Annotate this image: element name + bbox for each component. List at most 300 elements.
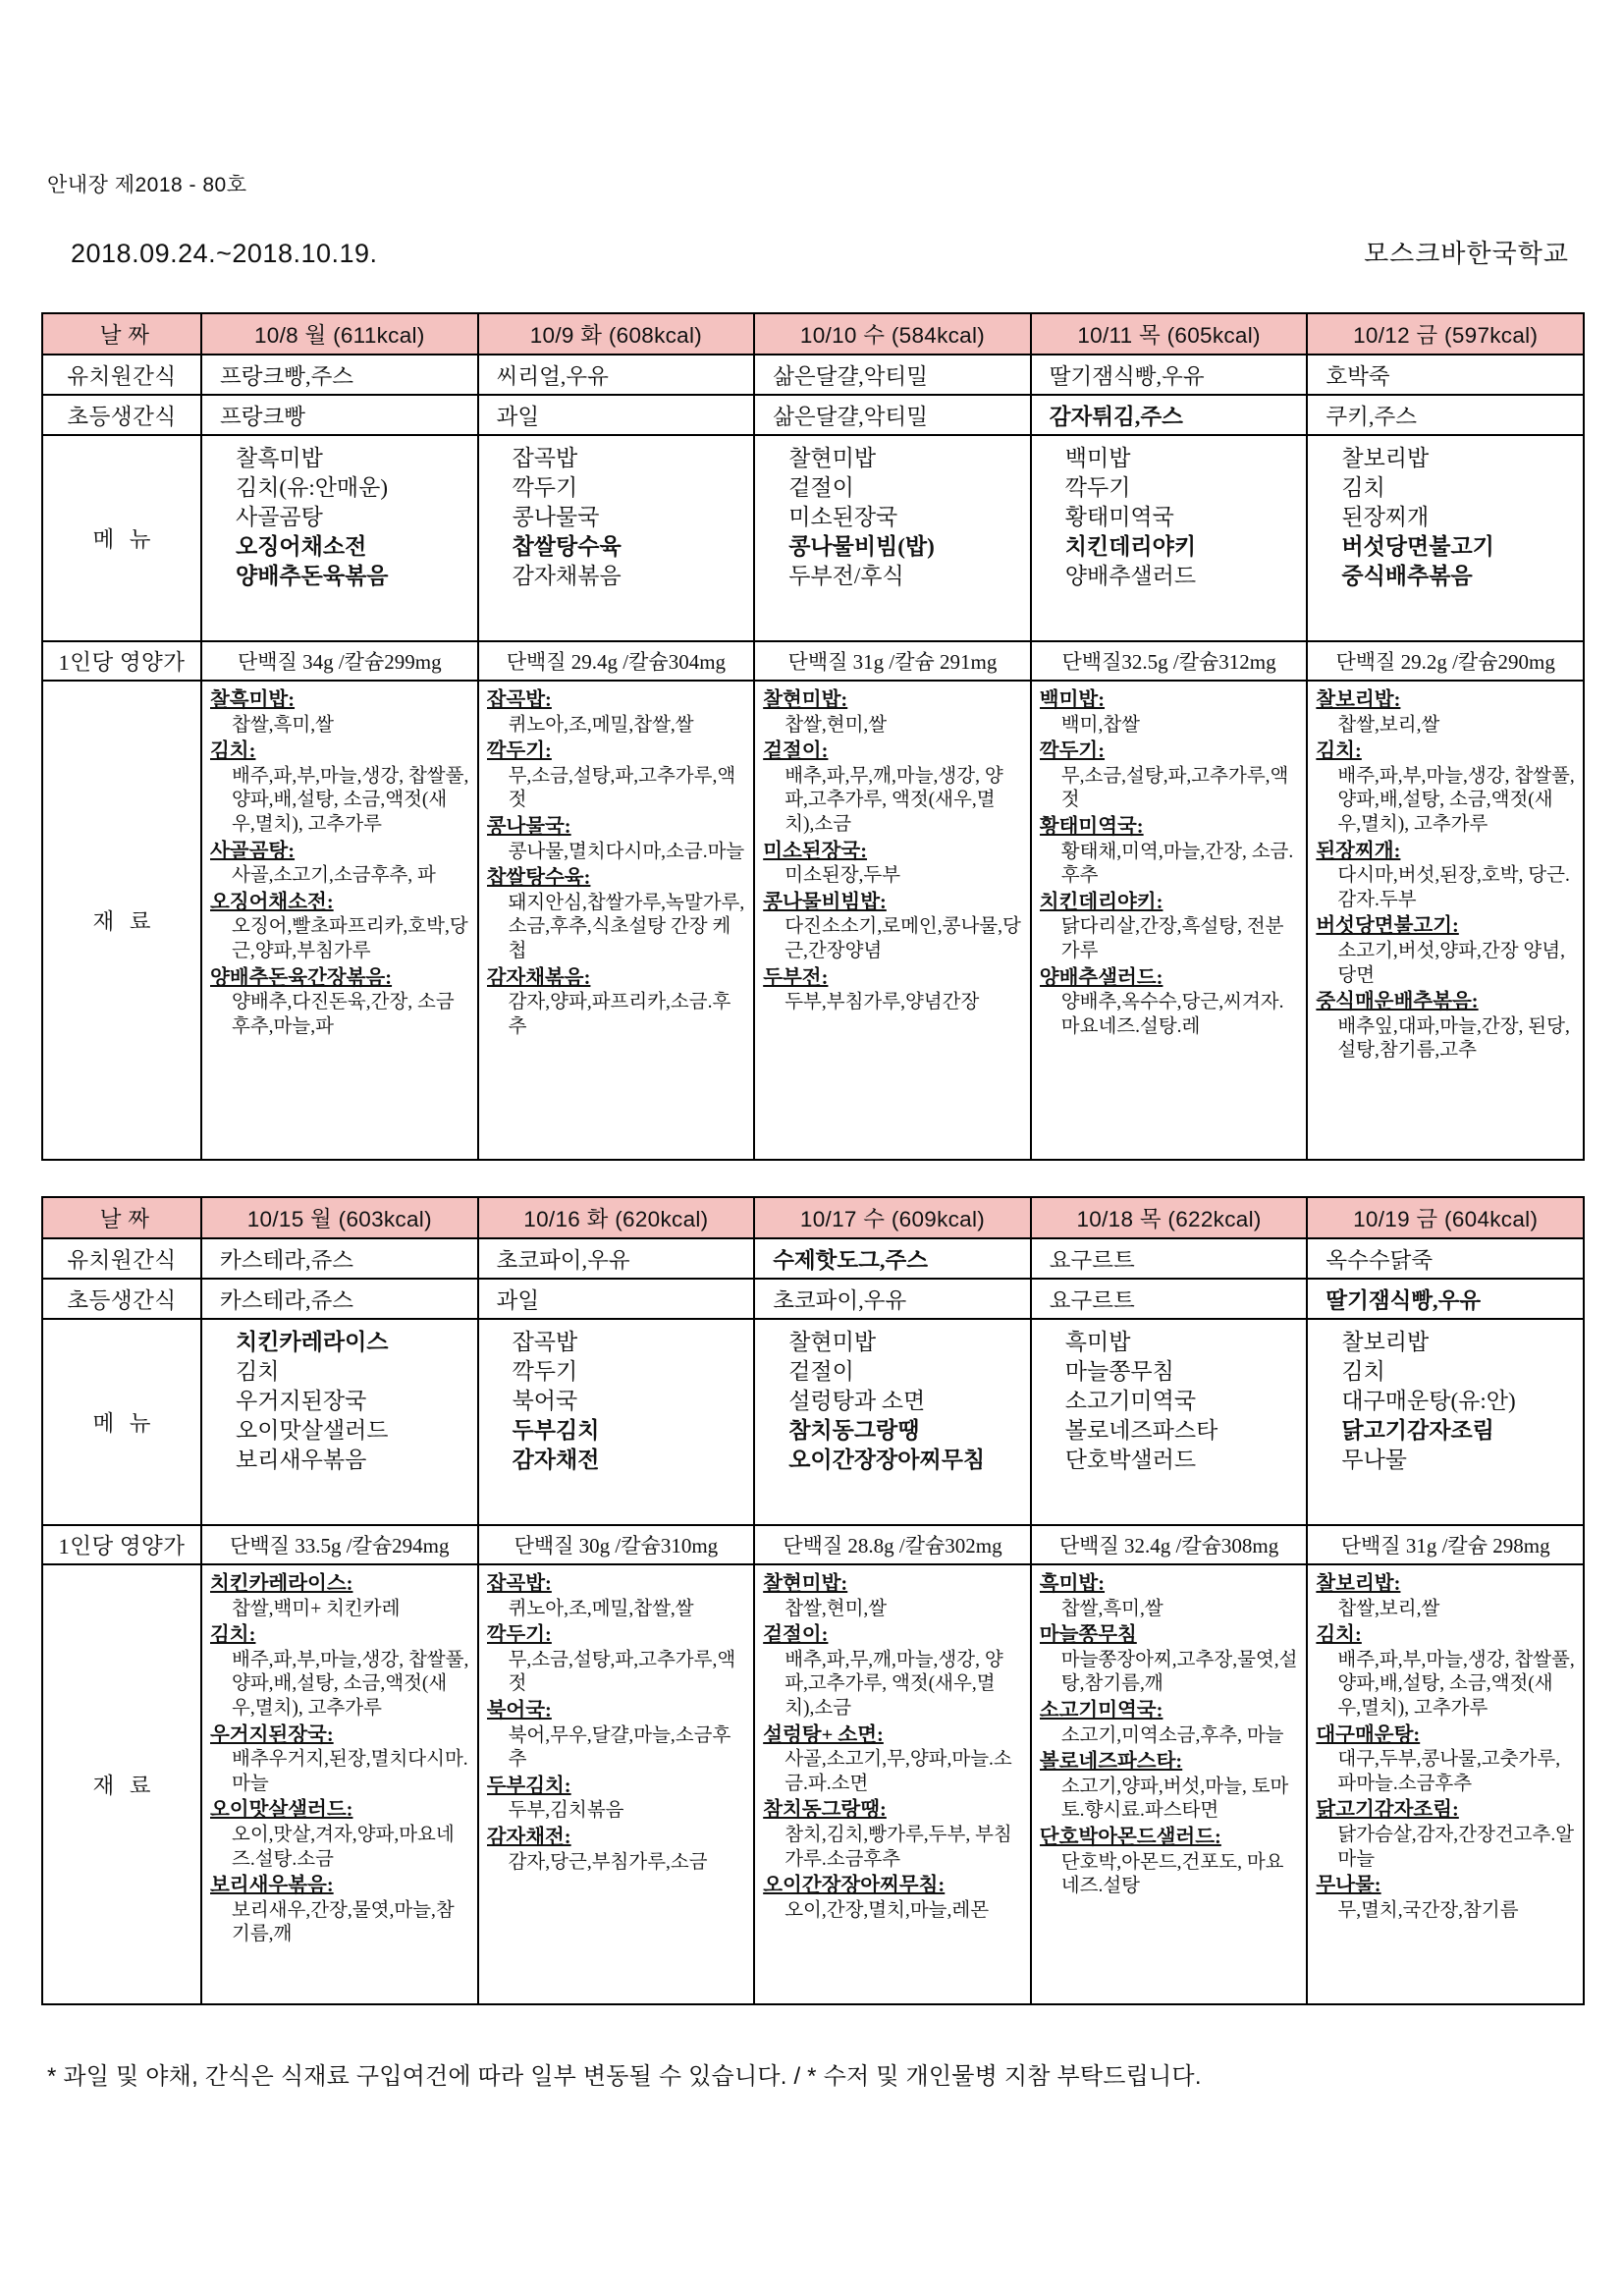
- ingredient-group: [487, 1698, 747, 1773]
- ingredient-group: [210, 1571, 470, 1621]
- ingredient-items: 찹쌀,백미+ 치킨카레: [232, 1598, 401, 1619]
- ingredient-items: 오이,맛살,겨자,양파,마요네즈.설탕.소금: [232, 1824, 455, 1870]
- nutrition-cell-3: 단백질 31g /칼슘 291mg: [754, 641, 1031, 681]
- ingredient-dish-name: 사골곰탕:: [210, 840, 296, 862]
- ingredient-dish-name: 된장찌개:: [1316, 840, 1401, 862]
- ingredient-dish-name: 버섯당면불고기:: [1316, 915, 1459, 938]
- ingredients-cell-5: [1307, 1564, 1584, 2004]
- ingredient-dish-name: 우거지된장국:: [210, 1723, 334, 1746]
- ingredients-cell-3: [754, 1564, 1031, 2004]
- menu-dish: 잡곡밥: [512, 446, 578, 470]
- menu-dish: 오징어채소전: [236, 533, 367, 559]
- ingredient-items: 두부,부침가루,양념간장: [784, 992, 980, 1013]
- ingredient-group: [210, 687, 470, 738]
- menu-dish: 오이간장장아찌무침: [788, 1447, 986, 1472]
- column-header-day-5: 10/12 금 (597kcal): [1307, 313, 1584, 355]
- ingredient-dish-name: 두부김치:: [486, 1775, 571, 1797]
- ingredient-items: 소고기,미역소금,후추, 마늘: [1060, 1724, 1284, 1746]
- menu-dish: 버섯당면불고기: [1341, 533, 1494, 559]
- elementary-snack-cell-3: 삶은달걀,악티밀: [754, 395, 1031, 435]
- menu-dish: 찹쌀탕수육: [512, 533, 622, 559]
- menu-cell-4: [1031, 1319, 1308, 1525]
- ingredient-items: 찹쌀,현미,쌀: [784, 714, 888, 736]
- ingredient-items: 사골,소고기,무,양파,마늘.소금.파.소면: [784, 1749, 1012, 1794]
- ingredient-dish-name: 단호박아몬드샐러드:: [1039, 1826, 1221, 1848]
- nutrition-cell-3: 단백질 28.8g /칼슘302mg: [754, 1525, 1031, 1564]
- ingredient-items: 찹쌀,보리,쌀: [1337, 714, 1440, 736]
- menu-dish: 김치: [236, 1358, 280, 1384]
- ingredient-items: 두부,김치볶음: [508, 1800, 624, 1822]
- ingredient-dish-name: 김치:: [1316, 1624, 1362, 1647]
- ingredient-dish-name: 미소된장국:: [763, 840, 868, 862]
- column-header-day-1: 10/8 월 (611kcal): [201, 313, 478, 355]
- ingredient-group: [487, 1825, 747, 1875]
- period-range: 2018.09.24.~2018.10.19.: [71, 239, 378, 268]
- menu-cell-5: [1307, 1319, 1584, 1525]
- menu-dish: 중식배추볶음: [1341, 563, 1473, 588]
- elementary-snack-cell-2: 과일: [478, 395, 755, 435]
- ingredients-cell-1: [201, 681, 478, 1160]
- ingredient-group: [1040, 1622, 1300, 1697]
- nutrition-cell-1: 단백질 34g /칼슘299mg: [201, 641, 478, 681]
- ingredient-group: [763, 890, 1023, 964]
- row-label-menu: 메 뉴: [42, 1319, 201, 1525]
- ingredient-dish-name: 김치:: [210, 1624, 256, 1647]
- ingredient-items: 찹쌀,보리,쌀: [1337, 1598, 1440, 1619]
- ingredient-dish-name: 콩나물비빔밥:: [763, 891, 887, 913]
- ingredient-items: 돼지안심,찹쌀가루,녹말가루,소금,후추,식초설탕 간장 케첩: [508, 892, 745, 961]
- elementary-snack-cell-5: 쿠키,주스: [1307, 395, 1584, 435]
- ingredients-list: [1316, 687, 1576, 1159]
- ingredient-dish-name: 감자채전:: [486, 1826, 571, 1848]
- ingredient-group: [487, 687, 747, 738]
- menu-dish: 깍두기: [512, 474, 578, 500]
- menu-table-week2: [41, 1196, 1585, 2005]
- notice-number: 안내장 제2018 - 80호: [47, 174, 247, 196]
- ingredient-items: 닭가슴살,감자,간장건고추.알마늘: [1337, 1824, 1575, 1870]
- ingredient-group: [1316, 687, 1576, 738]
- menu-dish: 치킨데리야키: [1064, 533, 1197, 559]
- kindergarten-snack-cell-1: 프랑크빵,주스: [201, 355, 478, 395]
- menu-dish: 깍두기: [1064, 474, 1131, 500]
- ingredient-group: [1316, 913, 1576, 988]
- ingredient-group: [210, 1873, 470, 1947]
- column-header-day-4: 10/18 목 (622kcal): [1031, 1197, 1308, 1238]
- menu-dish: 닭고기감자조림: [1341, 1417, 1494, 1443]
- ingredient-dish-name: 김치:: [210, 740, 256, 763]
- ingredient-dish-name: 감자채볶음:: [486, 966, 591, 989]
- ingredient-group: [210, 738, 470, 837]
- ingredient-group: [210, 839, 470, 889]
- menu-cell-5: [1307, 435, 1584, 641]
- elementary-snack-cell-4: 감자튀김,주스: [1031, 395, 1308, 435]
- row-label-kindergarten-snack: 유치원간식: [42, 1238, 201, 1279]
- ingredient-group: [1040, 1749, 1300, 1824]
- nutrition-row: [42, 641, 1584, 681]
- ingredient-items: 양배추,옥수수,당근,씨겨자.마요네즈.설탕.레: [1060, 992, 1284, 1037]
- kindergarten-snack-cell-2: 초코파이,우유: [478, 1238, 755, 1279]
- ingredient-group: [1040, 1571, 1300, 1621]
- column-header-day-5: 10/19 금 (604kcal): [1307, 1197, 1584, 1238]
- row-label-nutrition: 1인당 영양가: [42, 1525, 201, 1564]
- ingredients-cell-2: [478, 1564, 755, 2004]
- column-header-day-2: 10/9 화 (608kcal): [478, 313, 755, 355]
- ingredient-dish-name: 닭고기감자조림:: [1316, 1799, 1459, 1822]
- menu-dish: 참치동그랑땡: [788, 1417, 920, 1443]
- ingredient-group: [763, 738, 1023, 837]
- nutrition-cell-5: 단백질 29.2g /칼슘290mg: [1307, 641, 1584, 681]
- ingredient-group: [1040, 814, 1300, 889]
- ingredient-dish-name: 흑미밥:: [1039, 1573, 1106, 1595]
- column-header-day-3: 10/17 수 (609kcal): [754, 1197, 1031, 1238]
- menu-dish: 감자채볶음: [512, 563, 622, 588]
- elementary-snack-cell-1: 프랑크빵: [201, 395, 478, 435]
- ingredient-items: 찹쌀,현미,쌀: [784, 1598, 888, 1619]
- menu-dish: 흑미밥: [1064, 1330, 1131, 1354]
- ingredient-group: [1040, 687, 1300, 738]
- ingredient-items: 다진소소기,로메인,콩나물,당근,간장양념: [784, 916, 1021, 961]
- ingredient-group: [763, 1722, 1023, 1797]
- menu-dish: 찰현미밥: [788, 1330, 877, 1354]
- ingredients-list: [763, 1571, 1023, 2003]
- ingredient-items: 소고기,버섯,양파,간장 양념,당면: [1337, 940, 1565, 986]
- menu-dish: 치킨카레라이스: [236, 1330, 389, 1354]
- ingredient-dish-name: 찰현미밥:: [763, 689, 848, 711]
- ingredient-group: [1316, 738, 1576, 837]
- nutrition-row: [42, 1525, 1584, 1564]
- ingredient-dish-name: 찰현미밥:: [763, 1573, 848, 1595]
- menu-dish: 찰보리밥: [1341, 446, 1430, 470]
- ingredient-items: 콩나물,멸치다시마,소금.마늘: [508, 841, 745, 862]
- ingredient-dish-name: 잡곡밥:: [486, 1573, 552, 1595]
- ingredient-dish-name: 보리새우볶음:: [210, 1875, 334, 1897]
- row-label-ingredients: 재 료: [42, 681, 201, 1160]
- ingredients-list: [210, 687, 470, 1159]
- ingredient-dish-name: 깍두기:: [486, 1624, 552, 1647]
- menu-cell-3: [754, 1319, 1031, 1525]
- kindergarten-snack-cell-4: 요구르트: [1031, 1238, 1308, 1279]
- ingredient-items: 감자,양파,파프리카,소금.후추: [508, 992, 731, 1037]
- ingredient-items: 무,소금,설탕,파,고추가루,액젓: [1060, 765, 1289, 811]
- ingredient-items: 배추잎,대파,마늘,간장, 된당,설탕,참기름,고추: [1337, 1015, 1570, 1062]
- ingredient-dish-name: 깍두기:: [1039, 740, 1106, 763]
- ingredient-items: 참치,김치,빵가루,두부, 부침가루.소금후추: [784, 1824, 1012, 1870]
- menu-dish: 된장찌개: [1341, 504, 1430, 529]
- column-header-date: 날 짜: [42, 1197, 201, 1238]
- ingredient-items: 배추,파,무,깨,마늘,생강, 양파,고추가루, 액젓(새우,멸치),소금: [784, 765, 1003, 835]
- menu-dish: 김치(유:안매운): [236, 474, 389, 500]
- ingredient-dish-name: 콩나물국:: [486, 815, 571, 838]
- column-header-date: 날 짜: [42, 313, 201, 355]
- ingredient-items: 퀴노아,조,메밀,찹쌀,쌀: [508, 1598, 694, 1619]
- ingredient-dish-name: 찹쌀탕수육:: [486, 867, 591, 890]
- ingredients-list: [210, 1571, 470, 2003]
- menu-dish: 찰현미밥: [788, 446, 877, 470]
- nutrition-cell-2: 단백질 30g /칼슘310mg: [478, 1525, 755, 1564]
- nutrition-cell-2: 단백질 29.4g /칼슘304mg: [478, 641, 755, 681]
- ingredient-items: 다시마,버섯,된장,호박, 당근.감자.두부: [1337, 865, 1570, 910]
- header-row: [42, 1197, 1584, 1238]
- menu-dish: 김치: [1341, 474, 1385, 500]
- ingredient-dish-name: 오이맛살샐러드:: [210, 1799, 353, 1822]
- ingredient-items: 오이,간장,멸치,마늘,레몬: [784, 1899, 990, 1921]
- menu-dish: 황태미역국: [1064, 504, 1174, 529]
- ingredient-dish-name: 오징어채소전:: [210, 891, 334, 913]
- ingredient-dish-name: 겉절이:: [763, 740, 829, 763]
- ingredient-group: [487, 738, 747, 813]
- ingredient-dish-name: 무나물:: [1316, 1875, 1381, 1897]
- ingredient-group: [763, 965, 1023, 1015]
- menu-dish: 무나물: [1341, 1447, 1408, 1472]
- ingredients-list: [763, 687, 1023, 1159]
- ingredient-dish-name: 두부전:: [763, 966, 829, 989]
- ingredient-dish-name: 설렁탕+ 소면:: [763, 1723, 884, 1746]
- ingredient-dish-name: 참치동그랑땡:: [763, 1799, 887, 1822]
- ingredient-group: [487, 814, 747, 864]
- ingredient-group: [1040, 1698, 1300, 1748]
- ingredients-cell-2: [478, 681, 755, 1160]
- ingredient-items: 보리새우,간장,물엿,마늘,참기름,깨: [232, 1899, 455, 1945]
- ingredient-group: [1316, 1622, 1576, 1721]
- menu-dish: 찰보리밥: [1341, 1330, 1430, 1354]
- ingredient-group: [1316, 1571, 1576, 1621]
- ingredient-dish-name: 양배추샐러드:: [1039, 966, 1163, 989]
- ingredient-dish-name: 중식매운배추볶음:: [1316, 991, 1479, 1013]
- ingredients-row: [42, 1564, 1584, 2004]
- ingredient-dish-name: 찰흑미밥:: [210, 689, 296, 711]
- ingredient-items: 퀴노아,조,메밀,찹쌀,쌀: [508, 714, 694, 736]
- menu-row: [42, 1319, 1584, 1525]
- ingredient-dish-name: 볼로네즈파스타:: [1039, 1751, 1183, 1774]
- menu-dish: 볼로네즈파스타: [1064, 1417, 1218, 1443]
- kindergarten-snack-row: [42, 355, 1584, 395]
- menu-dish: 감자채전: [512, 1447, 600, 1472]
- menu-dish: 겉절이: [788, 474, 854, 500]
- ingredient-items: 단호박,아몬드,건포도, 마요네즈.설탕: [1060, 1851, 1284, 1897]
- ingredient-group: [210, 1797, 470, 1872]
- nutrition-cell-4: 단백질32.5g /칼슘312mg: [1031, 641, 1308, 681]
- menu-dish: 백미밥: [1064, 446, 1131, 470]
- ingredient-group: [763, 1797, 1023, 1872]
- ingredient-group: [763, 839, 1023, 889]
- ingredient-items: 감자,당근,부침가루,소금: [508, 1851, 708, 1873]
- ingredient-group: [1040, 890, 1300, 964]
- ingredients-list: [487, 687, 747, 1159]
- ingredient-dish-name: 깍두기:: [486, 740, 552, 763]
- ingredient-group: [210, 965, 470, 1040]
- menu-dish: 북어국: [512, 1388, 578, 1413]
- week1-body: [42, 313, 1584, 1160]
- ingredient-items: 황태채,미역,마늘,간장, 소금.후추: [1060, 841, 1294, 887]
- nutrition-cell-5: 단백질 31g /칼슘 298mg: [1307, 1525, 1584, 1564]
- ingredient-dish-name: 소고기미역국:: [1039, 1699, 1163, 1722]
- kindergarten-snack-cell-5: 호박죽: [1307, 355, 1584, 395]
- ingredient-items: 무,소금,설탕,파,고추가루,액젓: [508, 765, 736, 811]
- elementary-snack-cell-2: 과일: [478, 1279, 755, 1319]
- menu-cell-1: [201, 1319, 478, 1525]
- nutrition-cell-1: 단백질 33.5g /칼슘294mg: [201, 1525, 478, 1564]
- elementary-snack-row: [42, 395, 1584, 435]
- ingredient-items: 북어,무우,달걀,마늘,소금후추: [508, 1724, 731, 1771]
- ingredient-group: [1040, 738, 1300, 813]
- menu-cell-1: [201, 435, 478, 641]
- ingredients-cell-3: [754, 681, 1031, 1160]
- ingredients-list: [1040, 687, 1300, 1159]
- ingredient-dish-name: 치킨데리야키:: [1039, 891, 1163, 913]
- ingredient-group: [763, 1622, 1023, 1721]
- kindergarten-snack-cell-3: 삶은달걀,악티밀: [754, 355, 1031, 395]
- ingredient-dish-name: 치킨카레라이스:: [210, 1573, 353, 1595]
- ingredient-items: 배추,파,무,깨,마늘,생강, 양파,고추가루, 액젓(새우,멸치),소금: [784, 1649, 1003, 1719]
- row-label-menu: 메 뉴: [42, 435, 201, 641]
- ingredient-items: 미소된장,두부: [784, 865, 901, 887]
- menu-dish: 두부김치: [512, 1417, 600, 1443]
- ingredient-group: [487, 1774, 747, 1824]
- ingredients-row: [42, 681, 1584, 1160]
- menu-cell-2: [478, 1319, 755, 1525]
- row-label-ingredients: 재 료: [42, 1564, 201, 2004]
- menu-dish: 깍두기: [512, 1358, 578, 1384]
- ingredient-items: 오징어,빨초파프리카,호박,당근,양파,부침가루: [232, 916, 468, 961]
- menu-dish: 마늘쫑무침: [1064, 1358, 1174, 1384]
- ingredient-group: [763, 687, 1023, 738]
- week2-body: [42, 1197, 1584, 2004]
- document-header: [47, 234, 1579, 270]
- ingredients-list: [1316, 1571, 1576, 2003]
- ingredient-dish-name: 찰보리밥:: [1316, 1573, 1401, 1595]
- menu-dish: 오이맛살샐러드: [236, 1417, 389, 1443]
- menu-dish: 대구매운탕(유:안): [1341, 1388, 1516, 1413]
- menu-dish: 두부전/후식: [788, 563, 904, 588]
- menu-dish: 미소된장국: [788, 504, 898, 529]
- elementary-snack-cell-1: 카스테라,쥬스: [201, 1279, 478, 1319]
- ingredient-group: [1316, 989, 1576, 1064]
- ingredient-group: [210, 1722, 470, 1797]
- menu-table-week1: [41, 312, 1585, 1161]
- menu-dish: 사골곰탕: [236, 504, 323, 529]
- menu-dish: 단호박샐러드: [1064, 1447, 1197, 1472]
- ingredient-group: [210, 1622, 470, 1721]
- column-header-day-4: 10/11 목 (605kcal): [1031, 313, 1308, 355]
- kindergarten-snack-cell-5: 옥수수닭죽: [1307, 1238, 1584, 1279]
- ingredient-group: [1040, 1825, 1300, 1899]
- menu-dish: 우거지된장국: [236, 1388, 367, 1413]
- menu-row: [42, 435, 1584, 641]
- elementary-snack-cell-5: 딸기잼식빵,우유: [1307, 1279, 1584, 1319]
- menu-dish: 보리새우볶음: [236, 1447, 367, 1472]
- menu-cell-2: [478, 435, 755, 641]
- ingredient-dish-name: 김치:: [1316, 740, 1362, 763]
- ingredient-items: 무,멸치,국간장,참기름: [1337, 1899, 1519, 1921]
- ingredient-dish-name: 양배추돈육간장볶음:: [210, 966, 393, 989]
- row-label-kindergarten-snack: 유치원간식: [42, 355, 201, 395]
- ingredient-dish-name: 백미밥:: [1039, 689, 1106, 711]
- ingredients-cell-5: [1307, 681, 1584, 1160]
- ingredient-dish-name: 오이간장장아찌무침:: [763, 1875, 946, 1897]
- kindergarten-snack-row: [42, 1238, 1584, 1279]
- ingredient-items: 양배추,다진돈육,간장, 소금후추,마늘,파: [232, 992, 455, 1037]
- ingredient-group: [487, 1571, 747, 1621]
- row-label-nutrition: 1인당 영양가: [42, 641, 201, 681]
- menu-dish: 잡곡밥: [512, 1330, 578, 1354]
- menu-dish: 소고기미역국: [1064, 1388, 1197, 1413]
- ingredients-cell-4: [1031, 681, 1308, 1160]
- ingredient-group: [1316, 1873, 1576, 1923]
- ingredient-dish-name: 대구매운탕:: [1316, 1723, 1421, 1746]
- kindergarten-snack-cell-3: 수제핫도그,주스: [754, 1238, 1031, 1279]
- column-header-day-2: 10/16 화 (620kcal): [478, 1197, 755, 1238]
- column-header-day-1: 10/15 월 (603kcal): [201, 1197, 478, 1238]
- row-label-elementary-snack: 초등생간식: [42, 1279, 201, 1319]
- ingredient-items: 배추우거지,된장,멸치다시마.마늘: [232, 1749, 468, 1794]
- ingredient-group: [1316, 839, 1576, 913]
- ingredient-items: 배주,파,부,마늘,생강, 찹쌀풀,양파,배,설탕, 소금,액젓(새우,멸치), 고추가루: [1337, 1649, 1575, 1719]
- ingredient-group: [763, 1873, 1023, 1923]
- ingredient-items: 소고기,양파,버섯,마늘, 토마토.향시료.파스타면: [1060, 1776, 1289, 1822]
- ingredient-items: 백미,찹쌀: [1060, 714, 1141, 736]
- ingredients-list: [1040, 1571, 1300, 2003]
- ingredient-items: 찹쌀,흑미,쌀: [232, 714, 334, 736]
- ingredient-dish-name: 북어국:: [486, 1699, 552, 1722]
- ingredient-dish-name: 잡곡밥:: [486, 689, 552, 711]
- menu-dish: 설렁탕과 소면: [788, 1388, 926, 1413]
- elementary-snack-row: [42, 1279, 1584, 1319]
- ingredient-group: [1040, 965, 1300, 1040]
- ingredients-list: [487, 1571, 747, 2003]
- nutrition-cell-4: 단백질 32.4g /칼슘308mg: [1031, 1525, 1308, 1564]
- ingredient-items: 닭다리살,간장,흑설탕, 전분가루: [1060, 916, 1284, 961]
- ingredient-items: 대구,두부,콩나물,고춧가루,파마늘.소금후추: [1337, 1749, 1561, 1794]
- kindergarten-snack-cell-4: 딸기잼식빵,우유: [1031, 355, 1308, 395]
- ingredient-group: [763, 1571, 1023, 1621]
- ingredient-items: 배주,파,부,마늘,생강, 찹쌀풀,양파,배,설탕, 소금,액젓(새우,멸치), 고추가루: [232, 765, 469, 835]
- ingredient-items: 사골,소고기,소금후추, 파: [232, 865, 436, 887]
- menu-dish: 콩나물국: [512, 504, 600, 529]
- ingredient-group: [1316, 1797, 1576, 1872]
- ingredient-dish-name: 겉절이:: [763, 1624, 829, 1647]
- ingredients-cell-1: [201, 1564, 478, 2004]
- kindergarten-snack-cell-2: 씨리얼,우유: [478, 355, 755, 395]
- ingredient-group: [487, 865, 747, 963]
- footer-note: * 과일 및 야채, 간식은 식재료 구입여건에 따라 일부 변동될 수 있습니다. / * 수저 및 개인물병 지참 부탁드립니다.: [47, 2063, 1202, 2090]
- ingredient-dish-name: 마늘쫑무침: [1039, 1624, 1137, 1647]
- ingredient-group: [487, 965, 747, 1040]
- ingredient-group: [210, 890, 470, 964]
- elementary-snack-cell-4: 요구르트: [1031, 1279, 1308, 1319]
- school-name: 모스크바한국학교: [1364, 239, 1569, 268]
- ingredient-items: 무,소금,설탕,파,고추가루,액젓: [508, 1649, 736, 1695]
- header-row: [42, 313, 1584, 355]
- menu-dish: 찰흑미밥: [236, 446, 323, 470]
- menu-dish: 겉절이: [788, 1358, 854, 1384]
- row-label-elementary-snack: 초등생간식: [42, 395, 201, 435]
- column-header-day-3: 10/10 수 (584kcal): [754, 313, 1031, 355]
- menu-dish: 양배추돈육볶음: [236, 563, 389, 588]
- ingredients-cell-4: [1031, 1564, 1308, 2004]
- ingredient-dish-name: 황태미역국:: [1039, 815, 1144, 838]
- menu-cell-3: [754, 435, 1031, 641]
- ingredient-items: 배주,파,부,마늘,생강, 찹쌀풀,양파,배,설탕, 소금,액젓(새우,멸치), 고추가루: [1337, 765, 1575, 835]
- menu-dish: 양배추샐러드: [1064, 563, 1197, 588]
- elementary-snack-cell-3: 초코파이,우유: [754, 1279, 1031, 1319]
- menu-cell-4: [1031, 435, 1308, 641]
- ingredient-items: 마늘쫑장아찌,고추장,물엿,설탕,참기름,깨: [1060, 1649, 1298, 1695]
- ingredient-items: 찹쌀,흑미,쌀: [1060, 1598, 1163, 1619]
- ingredient-group: [1316, 1722, 1576, 1797]
- ingredient-group: [487, 1622, 747, 1697]
- menu-dish: 콩나물비빔(밥): [788, 533, 935, 559]
- kindergarten-snack-cell-1: 카스테라,쥬스: [201, 1238, 478, 1279]
